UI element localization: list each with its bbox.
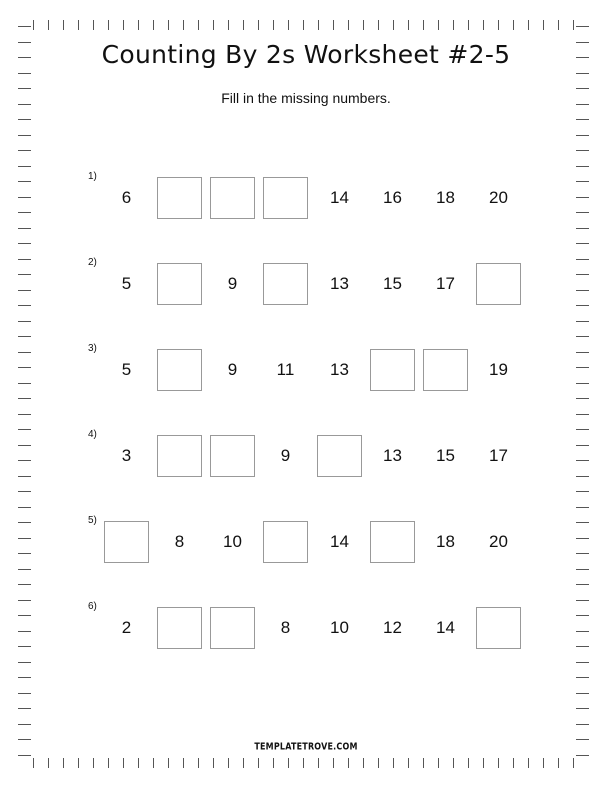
- ruler-tick: [576, 414, 589, 415]
- given-number: 15: [436, 446, 455, 465]
- ruler-tick: [573, 20, 574, 30]
- answer-box[interactable]: [157, 607, 202, 649]
- answer-box[interactable]: [210, 435, 255, 477]
- ruler-tick: [18, 73, 31, 74]
- ruler-tick: [18, 259, 31, 260]
- ruler-tick: [576, 135, 589, 136]
- problem-number: 6): [88, 601, 97, 612]
- ruler-tick: [528, 20, 529, 30]
- ruler-tick: [18, 166, 31, 167]
- ruler-tick: [363, 758, 364, 768]
- answer-box[interactable]: [317, 435, 362, 477]
- ruler-tick: [576, 584, 589, 585]
- answer-box[interactable]: [157, 435, 202, 477]
- ruler-tick: [18, 26, 31, 27]
- ruler-tick: [576, 507, 589, 508]
- ruler-tick: [543, 20, 544, 30]
- ruler-tick: [318, 20, 319, 30]
- ruler-tick: [18, 135, 31, 136]
- ruler-tick: [576, 693, 589, 694]
- ruler-tick: [576, 755, 589, 756]
- ruler-tick: [483, 20, 484, 30]
- ruler-tick: [483, 758, 484, 768]
- ruler-tick: [123, 758, 124, 768]
- problem-row: [0, 171, 612, 227]
- answer-box[interactable]: [370, 349, 415, 391]
- problem-row: [0, 601, 612, 657]
- ruler-tick: [168, 20, 169, 30]
- ruler-tick: [18, 584, 31, 585]
- ruler-tick: [453, 20, 454, 30]
- ruler-tick: [183, 20, 184, 30]
- given-number: 6: [121, 188, 132, 207]
- ruler-tick: [78, 20, 79, 30]
- answer-box[interactable]: [370, 521, 415, 563]
- ruler-tick: [348, 20, 349, 30]
- ruler-tick: [18, 739, 31, 740]
- problem-number: 3): [88, 343, 97, 354]
- given-number: 13: [330, 274, 349, 293]
- ruler-tick: [378, 758, 379, 768]
- problem-row: [0, 429, 612, 485]
- ruler-tick: [123, 20, 124, 30]
- ruler-tick: [48, 758, 49, 768]
- ruler-tick: [183, 758, 184, 768]
- ruler-tick: [198, 758, 199, 768]
- problem-number: 2): [88, 257, 97, 268]
- given-number: 10: [330, 618, 349, 637]
- ruler-tick: [576, 26, 589, 27]
- ruler-tick: [303, 758, 304, 768]
- ruler-tick: [576, 259, 589, 260]
- given-number: 14: [330, 188, 349, 207]
- ruler-tick: [168, 758, 169, 768]
- given-number: 18: [436, 532, 455, 551]
- ruler-tick: [153, 20, 154, 30]
- ruler-tick: [438, 20, 439, 30]
- answer-box[interactable]: [157, 349, 202, 391]
- top-border-ruler: [0, 14, 612, 28]
- ruler-tick: [363, 20, 364, 30]
- ruler-tick: [138, 20, 139, 30]
- ruler-tick: [153, 758, 154, 768]
- ruler-tick: [273, 20, 274, 30]
- ruler-tick: [576, 119, 589, 120]
- ruler-tick: [528, 758, 529, 768]
- ruler-tick: [378, 20, 379, 30]
- ruler-tick: [18, 491, 31, 492]
- ruler-tick: [576, 739, 589, 740]
- ruler-tick: [18, 150, 31, 151]
- answer-box[interactable]: [157, 177, 202, 219]
- given-number: 9: [280, 446, 291, 465]
- ruler-tick: [576, 88, 589, 89]
- ruler-tick: [243, 758, 244, 768]
- given-number: 20: [489, 532, 508, 551]
- answer-box[interactable]: [104, 521, 149, 563]
- given-number: 20: [489, 188, 508, 207]
- problem-number: 1): [88, 171, 97, 182]
- ruler-tick: [438, 758, 439, 768]
- ruler-tick: [513, 758, 514, 768]
- ruler-tick: [18, 119, 31, 120]
- ruler-tick: [18, 507, 31, 508]
- ruler-tick: [576, 166, 589, 167]
- given-number: 3: [121, 446, 132, 465]
- ruler-tick: [408, 758, 409, 768]
- given-number: 8: [174, 532, 185, 551]
- ruler-tick: [18, 336, 31, 337]
- ruler-tick: [18, 724, 31, 725]
- given-number: 13: [383, 446, 402, 465]
- ruler-tick: [93, 758, 94, 768]
- ruler-tick: [576, 600, 589, 601]
- given-number: 17: [436, 274, 455, 293]
- answer-box[interactable]: [210, 607, 255, 649]
- ruler-tick: [243, 20, 244, 30]
- ruler-tick: [48, 20, 49, 30]
- given-number: 9: [227, 360, 238, 379]
- ruler-tick: [393, 758, 394, 768]
- ruler-tick: [498, 758, 499, 768]
- ruler-tick: [333, 20, 334, 30]
- ruler-tick: [18, 429, 31, 430]
- problem-number: 4): [88, 429, 97, 440]
- ruler-tick: [558, 758, 559, 768]
- ruler-tick: [576, 491, 589, 492]
- ruler-tick: [513, 20, 514, 30]
- ruler-tick: [78, 758, 79, 768]
- ruler-tick: [576, 228, 589, 229]
- ruler-tick: [423, 758, 424, 768]
- ruler-tick: [468, 758, 469, 768]
- answer-box[interactable]: [263, 521, 308, 563]
- ruler-tick: [18, 321, 31, 322]
- ruler-tick: [498, 20, 499, 30]
- given-number: 11: [276, 360, 295, 379]
- ruler-tick: [63, 758, 64, 768]
- given-number: 5: [121, 274, 132, 293]
- ruler-tick: [18, 693, 31, 694]
- given-number: 13: [330, 360, 349, 379]
- ruler-tick: [576, 336, 589, 337]
- ruler-tick: [576, 321, 589, 322]
- ruler-tick: [93, 20, 94, 30]
- given-number: 2: [121, 618, 132, 637]
- ruler-tick: [18, 600, 31, 601]
- ruler-tick: [228, 758, 229, 768]
- given-number: 16: [383, 188, 402, 207]
- ruler-tick: [333, 758, 334, 768]
- ruler-tick: [348, 758, 349, 768]
- given-number: 18: [436, 188, 455, 207]
- ruler-tick: [576, 662, 589, 663]
- ruler-tick: [18, 662, 31, 663]
- ruler-tick: [138, 758, 139, 768]
- ruler-tick: [18, 755, 31, 756]
- answer-box[interactable]: [476, 263, 521, 305]
- ruler-tick: [468, 20, 469, 30]
- ruler-tick: [576, 708, 589, 709]
- worksheet-title: Counting By 2s Worksheet #2-5: [101, 40, 511, 69]
- ruler-tick: [543, 758, 544, 768]
- ruler-tick: [576, 73, 589, 74]
- answer-box[interactable]: [476, 607, 521, 649]
- ruler-tick: [576, 150, 589, 151]
- ruler-tick: [18, 708, 31, 709]
- ruler-tick: [198, 20, 199, 30]
- answer-box[interactable]: [263, 263, 308, 305]
- given-number: 15: [383, 274, 402, 293]
- ruler-tick: [228, 20, 229, 30]
- ruler-tick: [258, 758, 259, 768]
- given-number: 9: [227, 274, 238, 293]
- ruler-tick: [576, 429, 589, 430]
- instruction-text: Fill in the missing numbers.: [221, 90, 391, 106]
- ruler-tick: [558, 20, 559, 30]
- given-number: 14: [330, 532, 349, 551]
- answer-box[interactable]: [423, 349, 468, 391]
- footer-brand: TEMPLATETROVE.COM: [254, 741, 358, 752]
- ruler-tick: [63, 20, 64, 30]
- ruler-tick: [18, 677, 31, 678]
- given-number: 14: [436, 618, 455, 637]
- answer-box[interactable]: [157, 263, 202, 305]
- ruler-tick: [453, 758, 454, 768]
- ruler-tick: [573, 758, 574, 768]
- ruler-tick: [18, 88, 31, 89]
- ruler-tick: [318, 758, 319, 768]
- ruler-tick: [18, 414, 31, 415]
- given-number: 10: [223, 532, 242, 551]
- ruler-tick: [108, 758, 109, 768]
- ruler-tick: [213, 758, 214, 768]
- ruler-tick: [393, 20, 394, 30]
- answer-box[interactable]: [263, 177, 308, 219]
- ruler-tick: [273, 758, 274, 768]
- given-number: 17: [489, 446, 508, 465]
- given-number: 8: [280, 618, 291, 637]
- ruler-tick: [258, 20, 259, 30]
- ruler-tick: [108, 20, 109, 30]
- ruler-tick: [18, 228, 31, 229]
- ruler-tick: [576, 724, 589, 725]
- given-number: 12: [383, 618, 402, 637]
- problem-row: [0, 257, 612, 313]
- ruler-tick: [303, 20, 304, 30]
- ruler-tick: [288, 20, 289, 30]
- ruler-tick: [18, 243, 31, 244]
- ruler-tick: [576, 243, 589, 244]
- ruler-tick: [576, 677, 589, 678]
- answer-box[interactable]: [210, 177, 255, 219]
- given-number: 19: [489, 360, 508, 379]
- ruler-tick: [288, 758, 289, 768]
- problem-row: [0, 343, 612, 399]
- ruler-tick: [408, 20, 409, 30]
- ruler-tick: [423, 20, 424, 30]
- ruler-tick: [213, 20, 214, 30]
- bottom-border-ruler: [0, 758, 612, 772]
- problem-number: 5): [88, 515, 97, 526]
- problem-row: [0, 515, 612, 571]
- given-number: 5: [121, 360, 132, 379]
